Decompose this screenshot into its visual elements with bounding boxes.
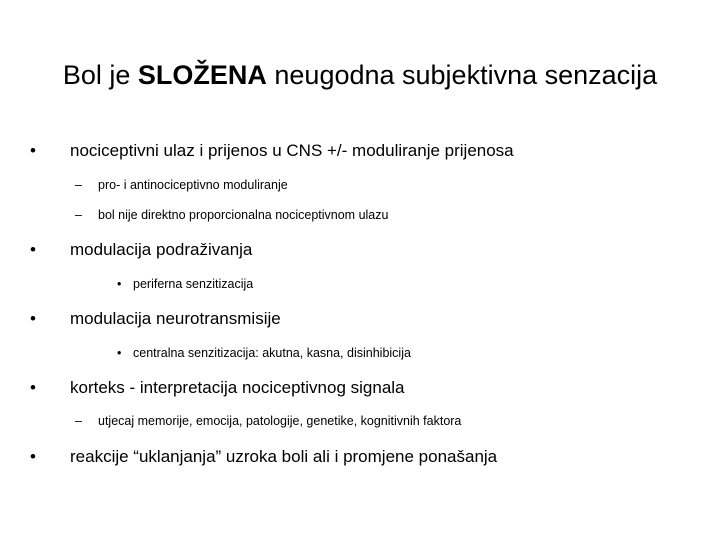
sub-bullet-marker: • (117, 346, 122, 360)
slide-title (0, 55, 720, 95)
title-prefix: Bol je (62, 60, 138, 90)
bullet-marker: • (30, 309, 36, 328)
bullet-text: nociceptivni ulaz i prijenos u CNS +/- moduliranje prijenosa (70, 141, 514, 160)
bullet-marker: • (30, 447, 36, 466)
bullet-marker: • (30, 141, 36, 160)
bullet-text: reakcije “uklanjanja” uzroka boli ali i promjene ponašanja (70, 447, 498, 466)
dash-marker: – (75, 178, 82, 192)
sub-bullet-text: pro- i antinociceptivno moduliranje (98, 178, 288, 192)
bullet-text: korteks - interpretacija nociceptivnog signala (70, 378, 405, 397)
title-suffix: neugodna subjektivna senzacija (266, 60, 658, 90)
dash-marker: – (75, 208, 82, 222)
sub-bullet-text: periferna senzitizacija (133, 277, 254, 291)
title-emphasis: SLOŽENA (137, 60, 267, 90)
dash-marker: – (75, 414, 82, 428)
sub-bullet-text: bol nije direktno proporcionalna nociceptivnom ulazu (98, 208, 389, 222)
bullet-marker: • (30, 240, 36, 259)
bullet-text: modulacija neurotransmisije (70, 309, 281, 328)
bullet-marker: • (30, 378, 36, 397)
sub-bullet-marker: • (117, 277, 122, 291)
bullet-text: modulacija podraživanja (70, 240, 253, 259)
sub-bullet-text: centralna senzitizacija: akutna, kasna, disinhibicija (133, 346, 411, 360)
sub-bullet-text: utjecaj memorije, emocija, patologije, genetike, kognitivnih faktora (98, 414, 462, 428)
